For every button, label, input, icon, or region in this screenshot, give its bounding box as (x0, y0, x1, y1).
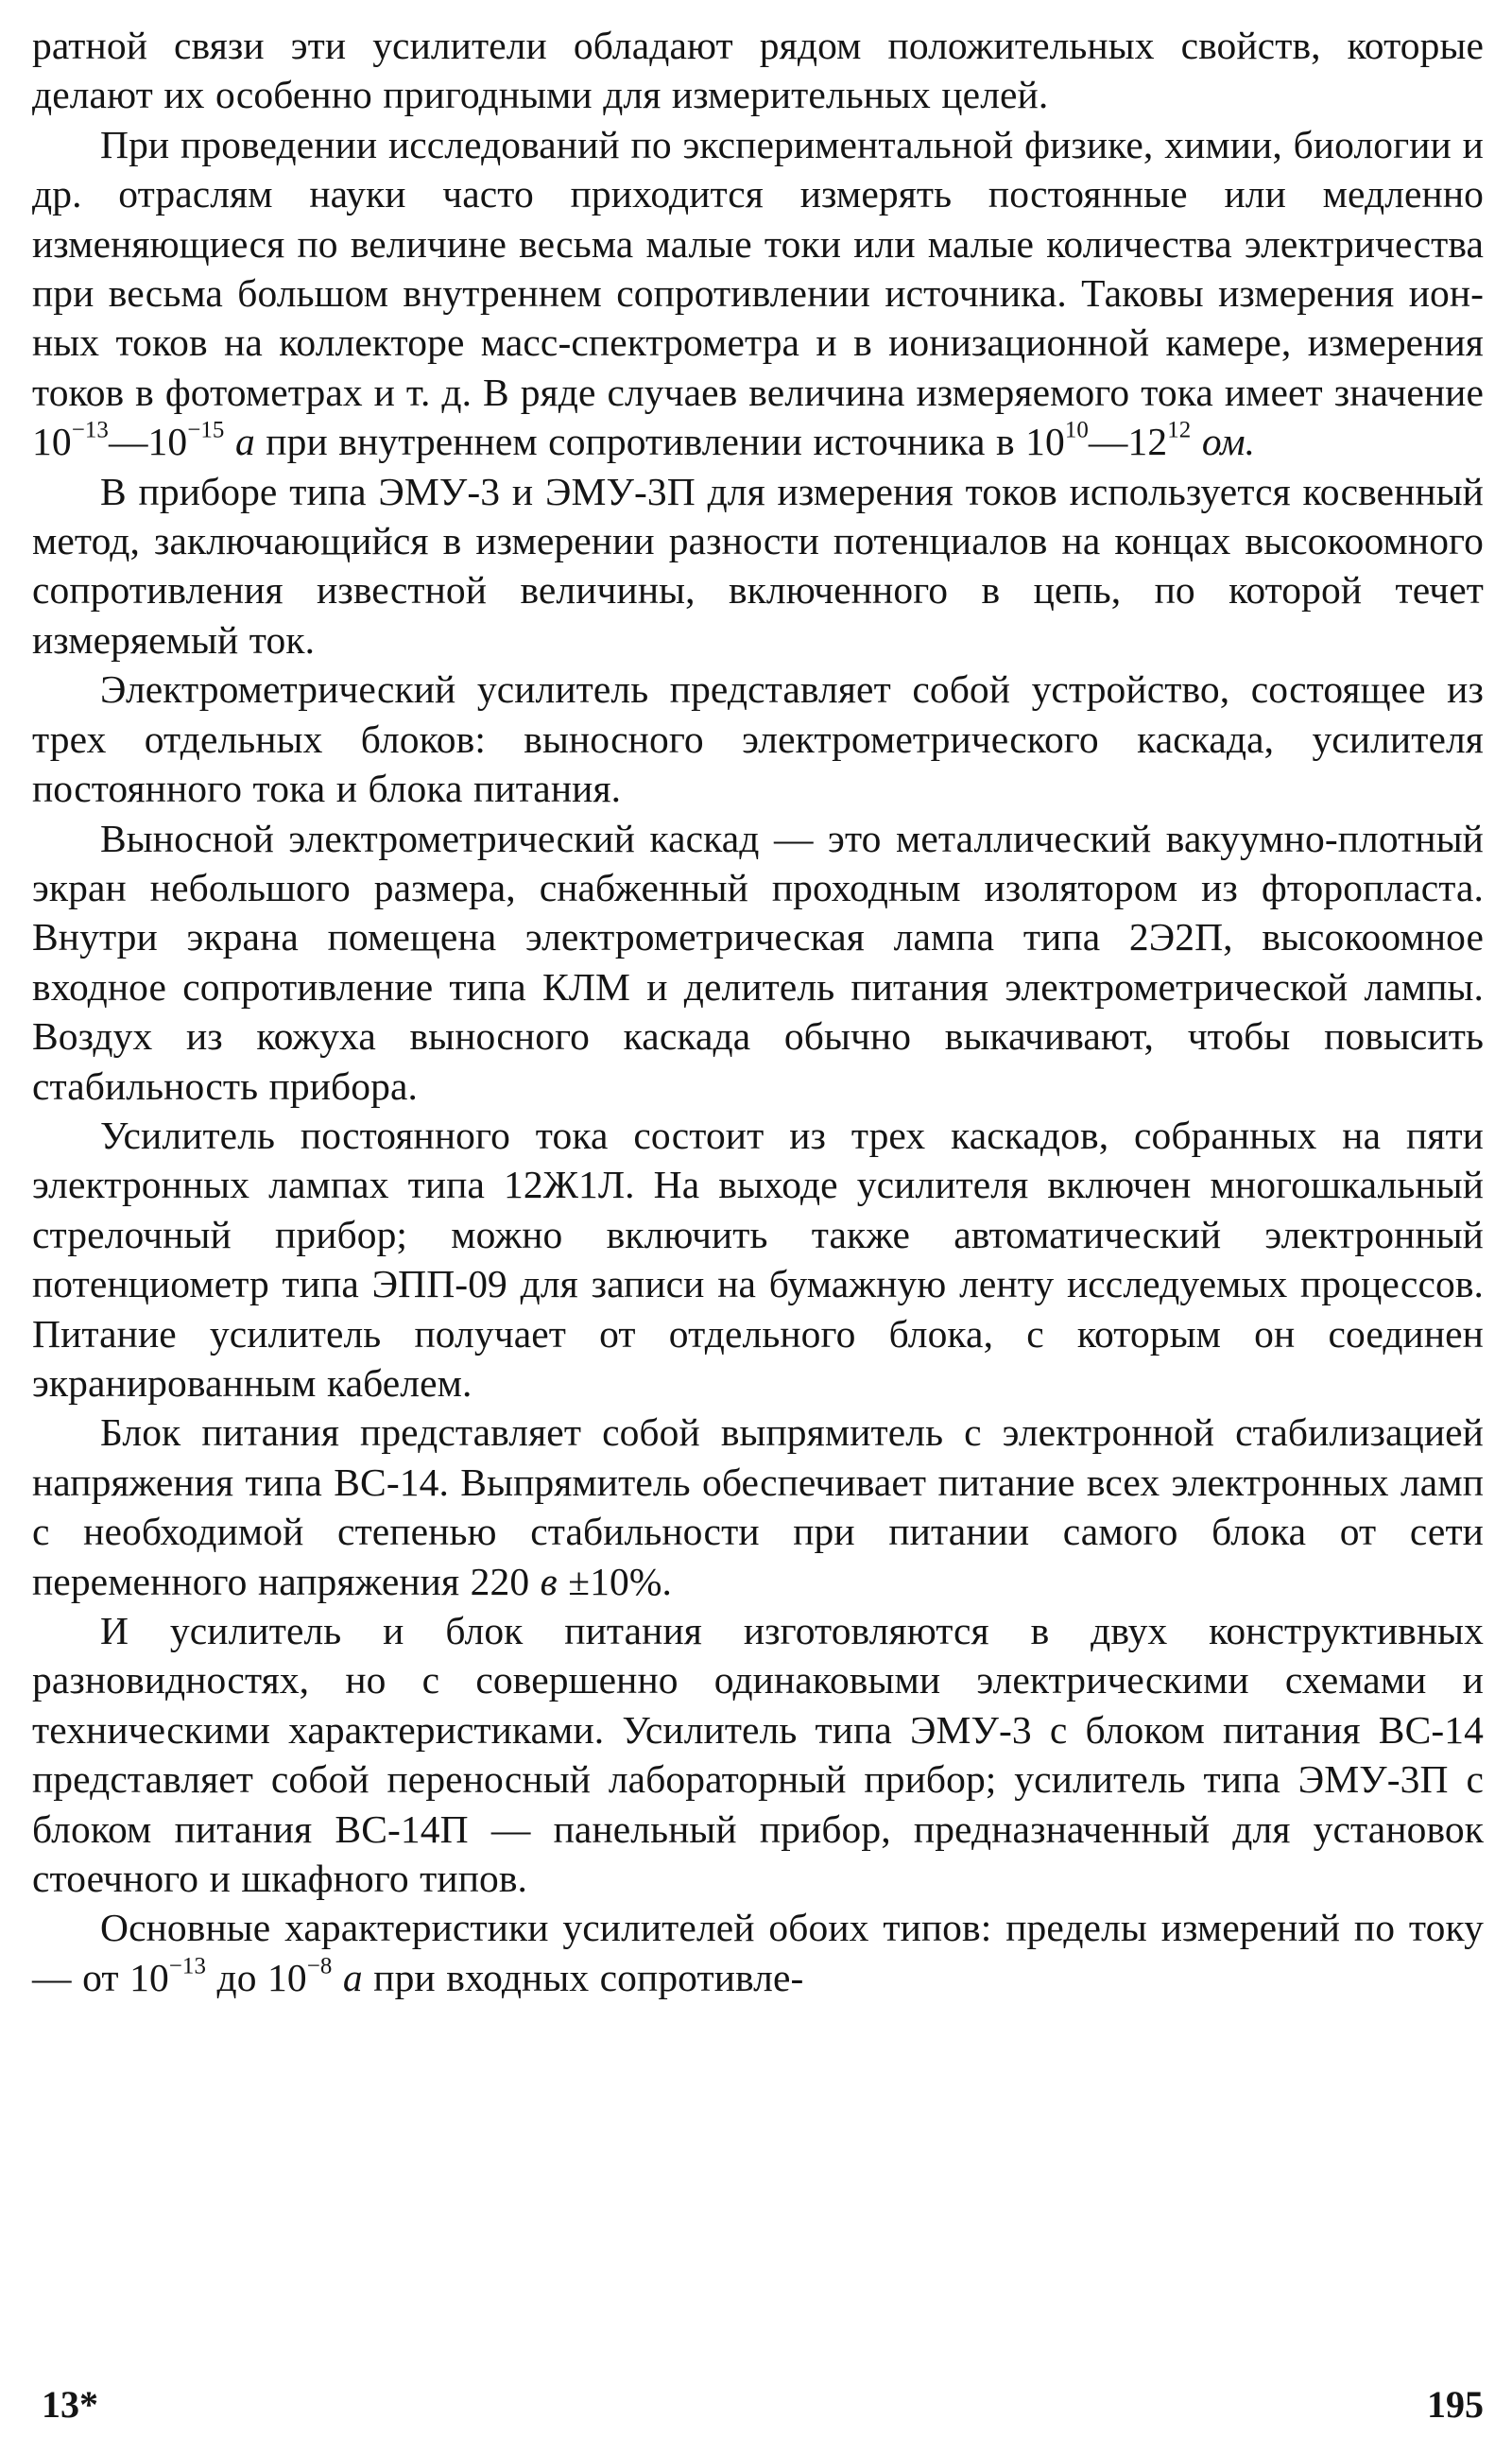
superscript-exponent: 12 (1167, 417, 1192, 443)
italic-unit: ом. (1201, 420, 1256, 464)
text-run: —12 (1088, 420, 1168, 464)
superscript-exponent: −8 (306, 1953, 333, 1979)
text-run: при входных сопротивле- (362, 1955, 804, 1999)
italic-unit: а (234, 420, 255, 464)
superscript-exponent: −15 (187, 417, 225, 443)
italic-unit: в (540, 1559, 558, 1603)
text-run (224, 420, 234, 463)
paragraph (32, 814, 1484, 1111)
text-run: ±10%. (557, 1559, 672, 1603)
text-run: при внутреннем сопротивлении источника в 10 (254, 420, 1065, 464)
superscript-exponent: 10 (1064, 417, 1089, 443)
text-run: Усилитель постоянного тока состоит из трех каскадов, собранных на пяти электронных лампах типа 12Ж1Л. На выходе усилителя включен многошкальный стрелочный прибор; можно включить также автоматический электронный потенциометр типа ЭПП-09 для записи на бумажную ленту исследуемых процессов. Питание усилитель получает от отдельного блока, с которым он соединен экранированным кабелем. (32, 1113, 1484, 1405)
text-run: В приборе типа ЭМУ-3 и ЭМУ-3П для измерения токов используется косвенный метод, заключающийся в измерении разности потенциалов на концах высокоомного сопротивления известной величины, включенного в цепь, по которой течет измеряемый ток. (32, 469, 1484, 662)
paragraph (32, 21, 1484, 120)
page-footer (32, 2382, 1484, 2439)
text-run: до 10 (206, 1955, 307, 1999)
paragraph (32, 1903, 1484, 2002)
sheet-signature: 13* (42, 2383, 98, 2426)
page-number: 195 (1427, 2383, 1484, 2426)
superscript-exponent: −13 (168, 1953, 207, 1979)
text-run: ратной связи эти усилители обладают рядом положительных свойств, которые делают их особенно пригодными для измерительных целей. (32, 24, 1484, 117)
text-run (332, 1956, 342, 1999)
text-run: И усилитель и блок питания изготовляются в двух конструктивных разновидностях, но с совершенно одинаковыми электрическими схемами и техническими характеристиками. Усилитель типа ЭМУ-3 с блоком питания ВС-14 представляет собой переносный лабораторный прибор; усилитель типа ЭМУ-3П с блоком питания ВС-14П — панельный прибор, предназначенный для установок стоечного и шкафного типов. (32, 1609, 1484, 1901)
paragraph (32, 467, 1484, 665)
paragraph (32, 1408, 1484, 1606)
text-run: Электрометрический усилитель представляет собой устройство, состоящее из трех отдельных блоков: выносного электрометрического каскада, усилителя постоянного тока и блока питания. (32, 667, 1484, 811)
paragraph (32, 120, 1484, 467)
italic-unit: а (342, 1955, 363, 1999)
text-run: Блок питания представляет собой выпрямитель с электронной стабилизацией напряжения типа ВС-14. Выпрямитель обеспечивает питание всех электронных ламп с необходимой степенью стабильности при питании самого блока от сети переменного напряжения 220 (32, 1410, 1484, 1603)
text-run: —10 (108, 420, 188, 464)
paragraph (32, 1606, 1484, 1903)
paragraph (32, 1111, 1484, 1408)
text-run (1191, 420, 1201, 463)
superscript-exponent: −13 (71, 417, 109, 443)
text-run: При проведении исследований по экспериментальной физике, химии, биологии и др. отраслям науки часто приходится измерять постоянные или медленно изменяющиеся по величине весьма малые токи или малые количества электричества при весьма большом внутреннем сопротивлении источника. Таковы измерения ионных токов на коллекторе масс-спектрометра и в ионизационной камере, измерения токов в фотометрах и т. д. В ряде случаев величина измеряемого тока имеет значение 10 (32, 122, 1484, 464)
text-run: Основные характеристики усилителей обоих типов: пределы измерений по току — от 10 (32, 1906, 1484, 1999)
text-run: Выносной электрометрический каскад — это металлический вакуумно-плотный экран небольшого размера, снабженный проходным изолятором из фторопласта. Внутри экрана помещена электрометрическая лампа типа 2Э2П, высокоомное входное сопротивление типа КЛМ и делитель питания электрометрической лампы. Воздух из кожуха выносного каскада обычно выкачивают, чтобы повысить стабильность прибора. (32, 816, 1484, 1108)
body-text (32, 21, 1484, 2002)
paragraph (32, 665, 1484, 813)
